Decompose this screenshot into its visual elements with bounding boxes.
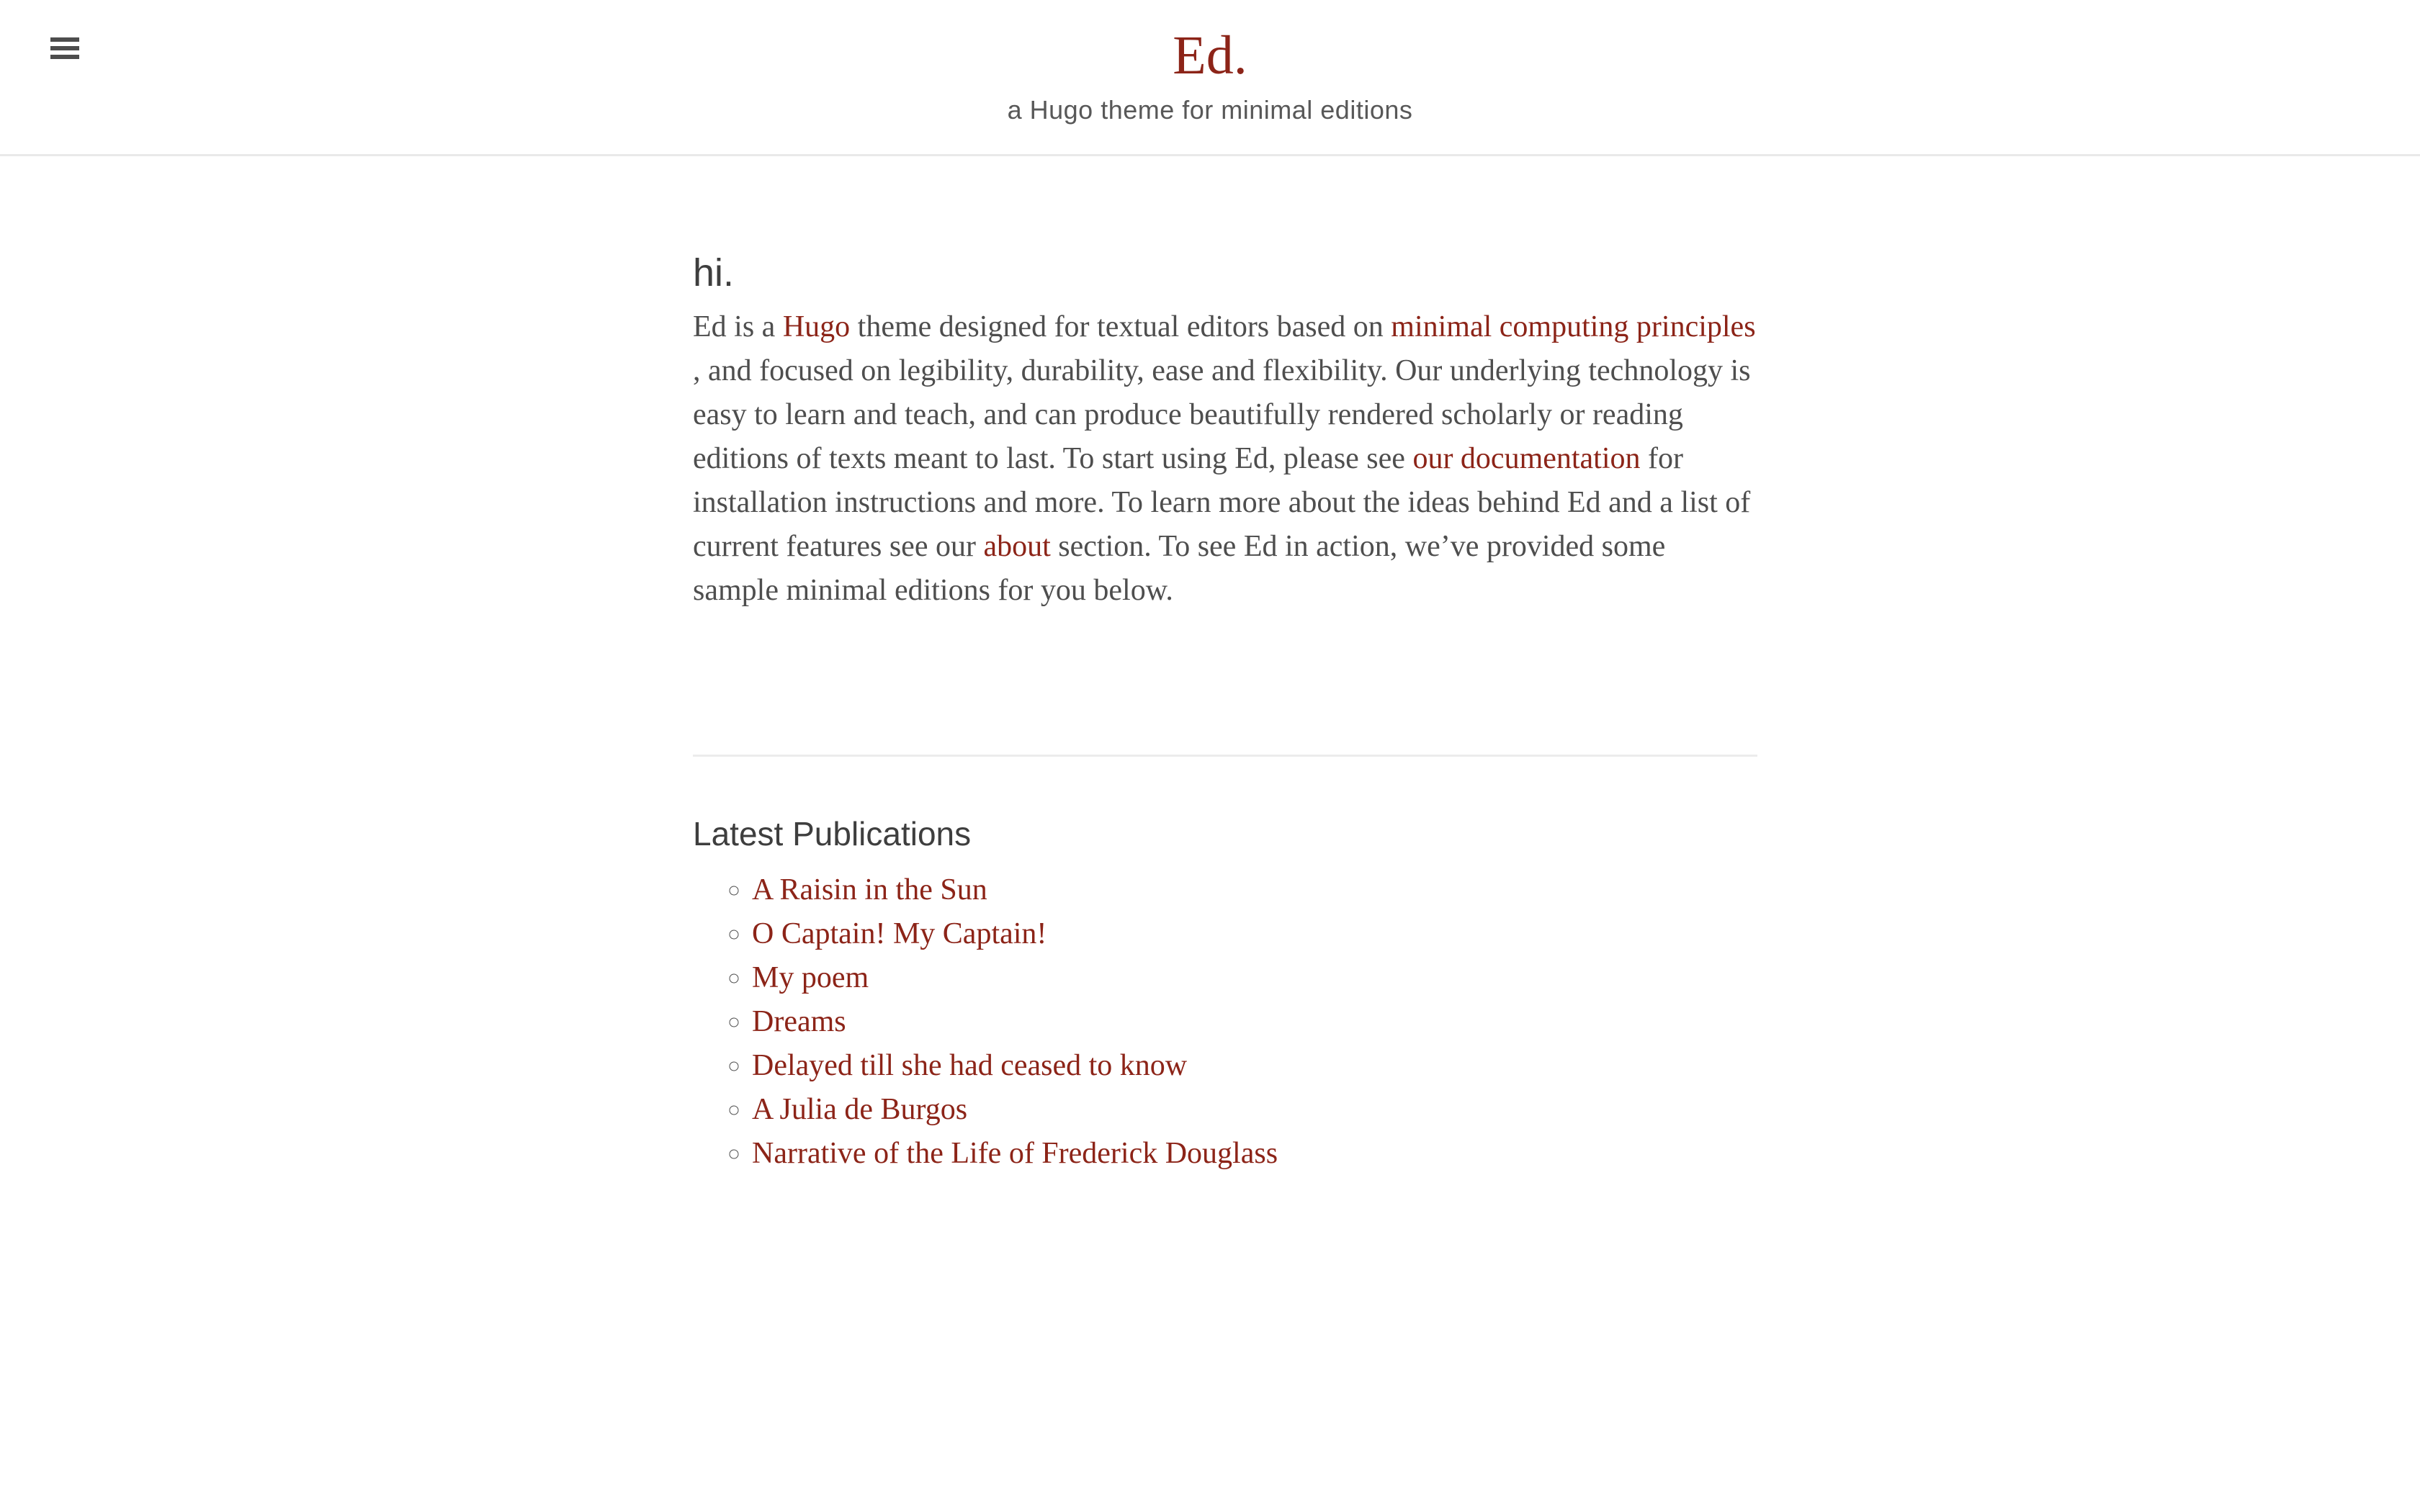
publication-item: [752, 956, 1757, 1000]
intro-text: for installation instructions and more. To learn more about the ideas behind Ed and a list of current features see our: [693, 442, 1751, 563]
publication-link[interactable]: A Julia de Burgos: [752, 1093, 968, 1126]
publication-item: [752, 912, 1757, 956]
intro-paragraph: [693, 305, 1757, 613]
main-content: [693, 156, 1757, 1176]
hugo-link[interactable]: Hugo: [782, 310, 851, 343]
minimal-computing-principles-link[interactable]: minimal computing principles: [1391, 310, 1756, 343]
latest-publications-heading: Latest Publications: [693, 815, 972, 852]
site-title-link[interactable]: Ed.: [1173, 25, 1247, 86]
intro-text: Ed is a: [693, 310, 783, 343]
site-subtitle: a Hugo theme for minimal editions: [1007, 94, 1413, 125]
page-title: hi.: [693, 251, 735, 294]
menu-bar: [50, 37, 79, 42]
publications-list: [693, 868, 1757, 1176]
site-header: [0, 0, 2420, 156]
intro-text: , and focused on legibility, durability, ease and flexibility. Our underlying technology is easy to learn and teach, and can produce beautifully rendered scholarly or reading editions of texts meant to last. To start using Ed, please see: [693, 354, 1751, 475]
publication-link[interactable]: Dreams: [752, 1005, 846, 1038]
menu-bar: [50, 55, 79, 59]
intro-text: theme designed for textual editors based on: [850, 310, 1392, 343]
publication-item: [752, 1132, 1757, 1176]
publication-link[interactable]: My poem: [752, 961, 869, 994]
publication-item: [752, 1088, 1757, 1132]
about-link[interactable]: about: [983, 530, 1051, 563]
publication-item: [752, 1000, 1757, 1044]
documentation-link[interactable]: our documentation: [1412, 442, 1641, 475]
intro-text: section. To see Ed in action, we’ve provided some sample minimal editions for you below.: [693, 530, 1666, 607]
publication-item: [752, 868, 1757, 912]
publication-link[interactable]: O Captain! My Captain!: [752, 917, 1047, 950]
menu-bar: [50, 46, 79, 50]
publication-link[interactable]: Narrative of the Life of Frederick Douglass: [752, 1137, 1278, 1170]
hamburger-menu-icon[interactable]: [50, 37, 79, 59]
publication-link[interactable]: A Raisin in the Sun: [752, 873, 987, 906]
publication-link[interactable]: Delayed till she had ceased to know: [752, 1049, 1188, 1082]
section-divider: [693, 755, 1757, 757]
publication-item: [752, 1044, 1757, 1088]
